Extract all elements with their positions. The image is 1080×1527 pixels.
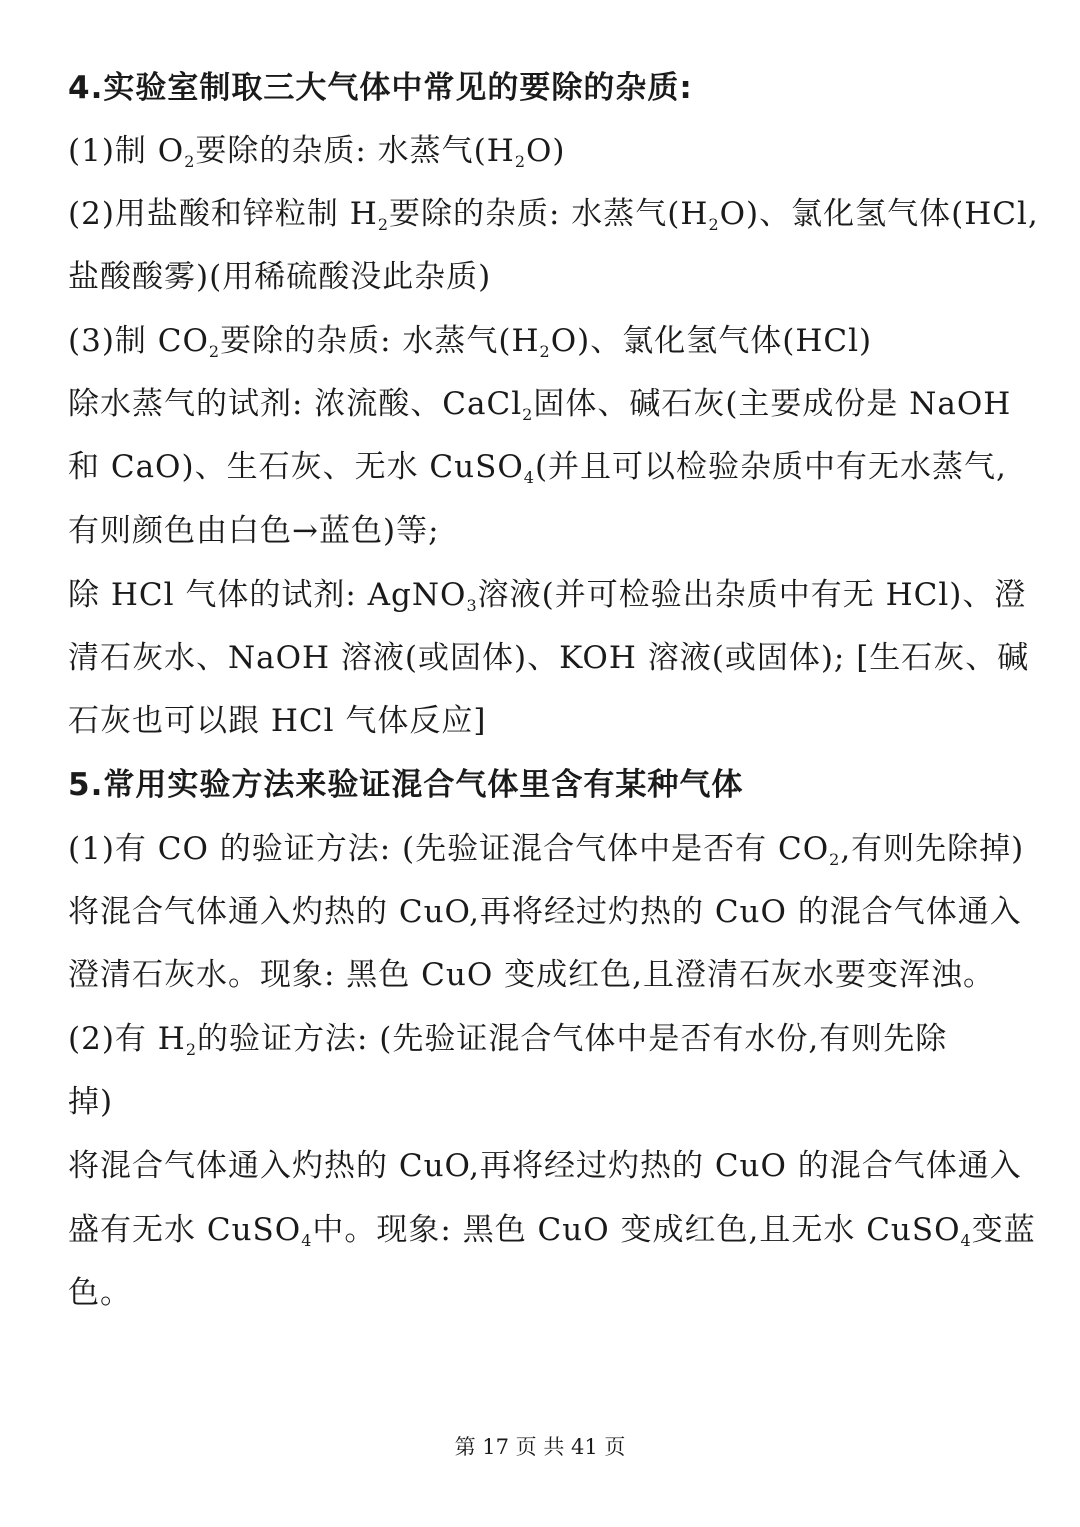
h2-method-line-5: 色。 [68,1275,132,1311]
h2-method-line-3: 将混合气体通入灼热的 CuO,再将经过灼热的 CuO 的混合气体通入 [68,1148,1022,1184]
water-reagents-line-3: 有则颜色由白色→蓝色)等; [68,513,440,549]
co-method-line-3: 澄清石灰水。现象: 黑色 CuO 变成红色,且澄清石灰水要变浑浊。 [68,957,995,993]
water-reagents-line-1: 除水蒸气的试剂: 浓流酸、CaCl$_2$固体、碱石灰(主要成份是 NaOH [68,386,1012,424]
section-4-heading: 4.实验室制取三大气体中常见的要除的杂质: [68,70,693,106]
item-1-o2-impurities: (1)制 $O_2$要除的杂质: 水蒸气$(H_2O)$ [68,133,566,171]
item-2-h2-impurities: (2)用盐酸和锌粒制 $H_2$要除的杂质: 水蒸气$(H_2O)$、氯化氢气体(HCl, [68,196,1039,234]
co-method-line-1: (1)有 CO 的验证方法: (先验证混合气体中是否有 $CO_2$,有则先除掉) [68,831,1025,869]
hcl-reagents-line-3: 石灰也可以跟 HCl 气体反应] [68,703,487,739]
co-method-line-2: 将混合气体通入灼热的 CuO,再将经过灼热的 CuO 的混合气体通入 [68,894,1022,930]
section-5-heading: 5.常用实验方法来验证混合气体里含有某种气体 [68,767,744,803]
item-3-co2-impurities: (3)制 $CO_2$要除的杂质: 水蒸气$(H_2O)$、氯化氢气体(HCl) [68,323,873,361]
hcl-reagents-line-2: 清石灰水、NaOH 溶液(或固体)、KOH 溶液(或固体); [生石灰、碱 [68,640,1030,676]
hcl-reagents-line-1: 除 HCl 气体的试剂: AgNO$_3$溶液(并可检验出杂质中有无 HCl)、澄 [68,577,1027,615]
water-reagents-line-2: 和 CaO)、生石灰、无水 CuSO$_4$(并且可以检验杂质中有无水蒸气, [68,449,1007,487]
h2-method-line-4: 盛有无水 CuSO$_4$中。现象: 黑色 CuO 变成红色,且无水 CuSO$_4$变蓝 [68,1212,1036,1250]
h2-method-line-2: 掉) [68,1084,114,1120]
page-number-footer: 第 17 页 共 41 页 [454,1435,626,1459]
item-2-continuation: 盐酸酸雾)(用稀硫酸没此杂质) [68,259,492,295]
h2-method-line-1: (2)有 $H_2$的验证方法: (先验证混合气体中是否有水份,有则先除 [68,1021,948,1059]
